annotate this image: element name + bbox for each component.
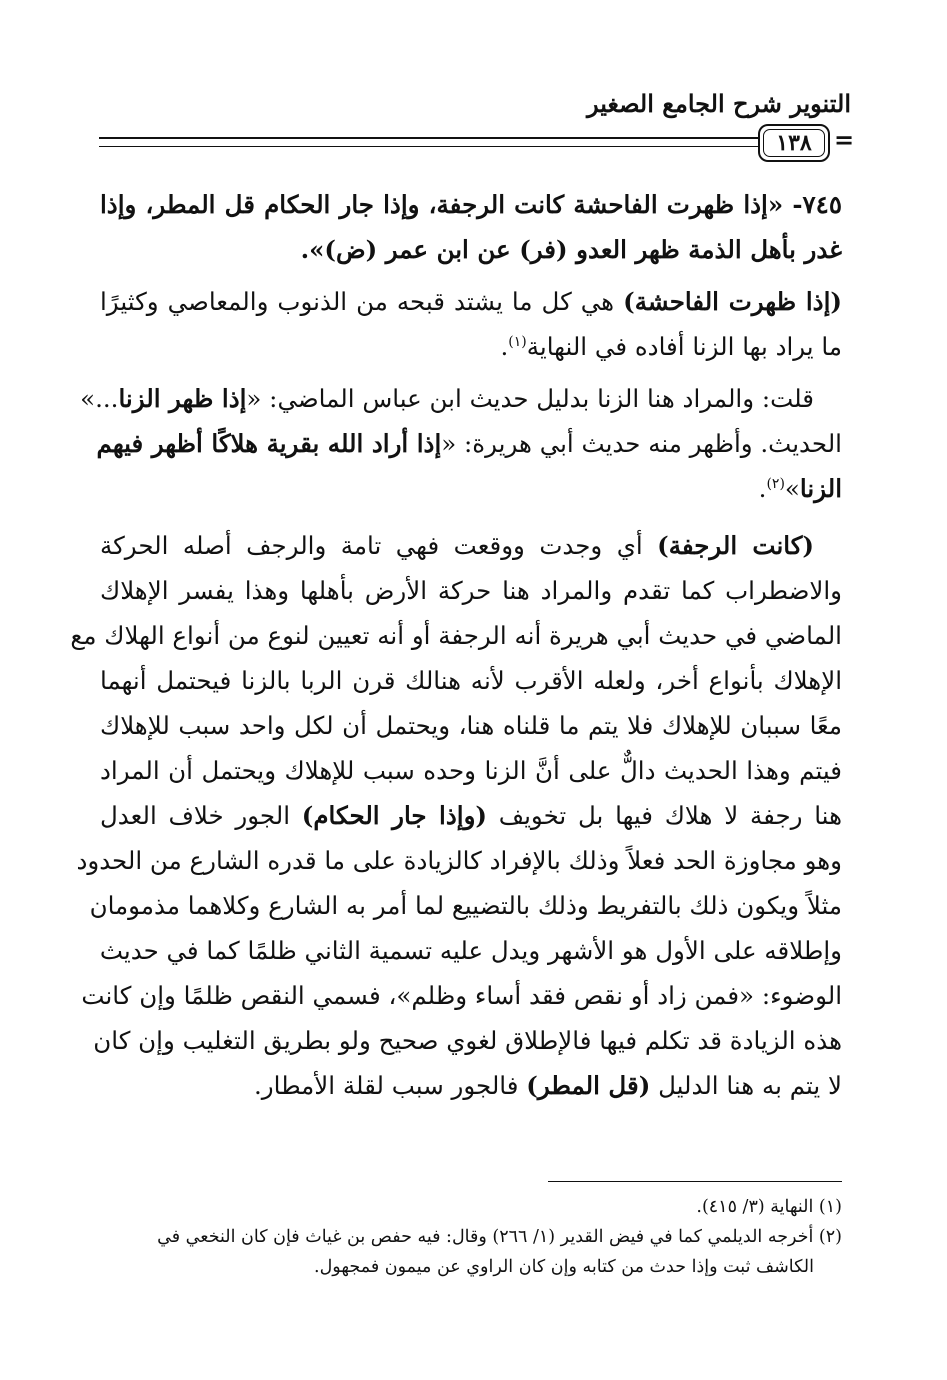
commentary-text: قلت: والمراد هنا الزنا بدليل حديث ابن عباس الماضي: «: [246, 384, 814, 413]
commentary-text: فالجور سبب لقلة الأمطار.: [253, 1071, 527, 1100]
footnotes: [100, 1192, 842, 1282]
quoted-phrase: (إذا ظهرت الفاحشة): [623, 287, 842, 316]
paragraph-spacer: [100, 369, 842, 376]
commentary-line: [100, 324, 842, 369]
footnote-marker: (١): [508, 333, 527, 350]
quoted-phrase: إذا ظهر الزنا: [118, 384, 247, 413]
commentary-line: معًا سببان للإهلاك فلا يتم ما قلناه هنا، ويحتمل أن لكل واحد سبب للإهلاك: [100, 711, 842, 740]
commentary-text: »: [784, 474, 800, 503]
commentary-line: [80, 376, 842, 421]
footnote-2-continuation: الكاشف ثبت وإذا حدث من كتابه وإن كان الراوي عن ميمون فمجهول.: [314, 1257, 814, 1277]
commentary-line: مثلاً ويكون ذلك بالتفريط وذلك بالتضييع لما أمر به الشارع وكلاهما مذمومان: [89, 891, 842, 920]
quoted-phrase: (وإذا جار الحكام): [301, 801, 487, 830]
paragraph-spacer: [100, 511, 842, 523]
commentary-line: وإطلاقه على الأول هو الأشهر ويدل عليه تسمية الثاني ظلمًا كما في حديث: [99, 936, 842, 965]
commentary-line: الماضي في حديث أبي هريرة أنه الرجفة أو أنه تعيين لنوع من أنواع الهلاك مع: [70, 621, 842, 650]
commentary-text: الجور خلاف العدل: [100, 801, 302, 830]
commentary-text: هنا رجفة لا هلاك فيها بل تخويف: [487, 801, 842, 830]
commentary-line: [100, 523, 842, 568]
hadith-text-line: غدر بأهل الذمة ظهر العدو (فر) عن ابن عمر (ض)».: [300, 235, 842, 264]
quoted-phrase: إذا أراد الله بقرية هلاكًا أظهر فيهم: [96, 429, 442, 458]
commentary-line: [96, 421, 842, 466]
commentary-line: وهو مجاوزة الحد فعلاً وذلك بالإفراد كالزيادة على ما قدره الشارع من الحدود: [76, 846, 842, 875]
header-double-rule: [99, 137, 758, 147]
commentary-line: الإهلاك بأنواع أخر، ولعله الأقرب لأنه هنالك قرن الربا بالزنا فيحتمل أنهما: [100, 666, 842, 695]
commentary-text: .: [500, 332, 509, 361]
commentary-text: لا يتم به هنا الدليل: [650, 1071, 842, 1100]
commentary-text: هي كل ما يشتد قبحه من الذنوب والمعاصي وكثيرًا: [100, 287, 624, 316]
commentary-line: والاضطراب كما تقدم والمراد هنا حركة الأرض بأهلها وهذا يفسر الإهلاك: [100, 576, 842, 605]
commentary-text: ...»: [80, 384, 119, 413]
quoted-phrase: (كانت الرجفة): [657, 531, 814, 560]
quoted-phrase: الزنا: [799, 474, 842, 503]
paragraph-spacer: [100, 272, 842, 279]
hadith-text-line: ٧٤٥- «إذا ظهرت الفاحشة كانت الرجفة، وإذا جار الحكام قل المطر، وإذا: [100, 190, 842, 219]
main-text: [70, 182, 842, 1108]
commentary-text: .: [758, 474, 767, 503]
commentary-line: [100, 279, 842, 324]
commentary-text: الحديث. وأظهر منه حديث أبي هريرة: «: [441, 429, 842, 458]
commentary-line: [100, 793, 842, 838]
commentary-line: الوضوء: «فمن زاد أو نقص فقد أساء وظلم»، فسمي النقص ظلمًا وإن كانت: [81, 981, 842, 1010]
commentary-line: [100, 1063, 842, 1108]
commentary-line: فيتم وهذا الحديث دالٌّ على أنَّ الزنا وحده سبب للإهلاك ويحتمل أن المراد: [100, 756, 842, 785]
footnote-1: (١) النهاية (٣/ ٤١٥).: [696, 1197, 842, 1217]
footnote-2: (٢) أخرجه الديلمي كما في فيض القدير (١/ ٢٦٦) وقال: فيه حفص بن غياث فإن كان النخعي في: [157, 1227, 842, 1247]
footnote-separator: [548, 1181, 842, 1182]
commentary-text: ما يراد بها الزنا أفاده في النهاية: [526, 332, 842, 361]
commentary-text: أي وجدت ووقعت فهي تامة والرجف أصله الحركة: [100, 531, 658, 560]
header-continuation-mark: =: [834, 126, 855, 154]
commentary-line: [100, 466, 842, 511]
running-header-title: التنوير شرح الجامع الصغير: [587, 89, 851, 118]
quoted-phrase: (قل المطر): [526, 1071, 651, 1100]
footnote-marker: (٢): [766, 475, 785, 492]
commentary-line: هذه الزيادة قد تكلم فيها فالإطلاق لغوي صحيح ولو بطريق التغليب وإن كان: [93, 1026, 842, 1055]
page-number-frame: [758, 124, 830, 162]
page-number: ١٣٨: [776, 130, 812, 156]
